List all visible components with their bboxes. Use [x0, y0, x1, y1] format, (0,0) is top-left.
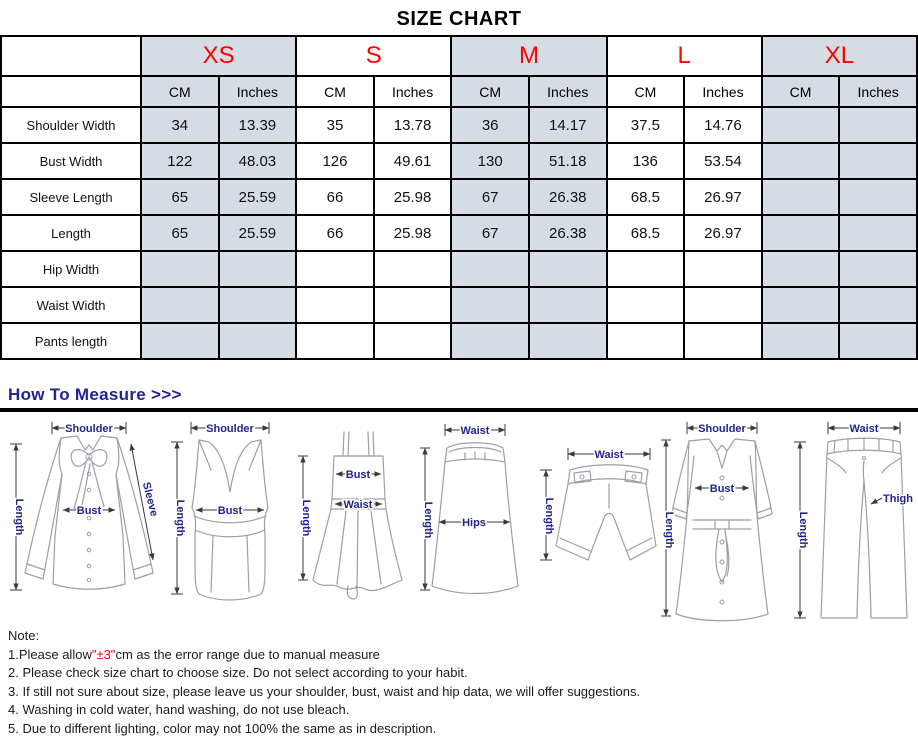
row-label: Pants length	[1, 323, 141, 359]
measurement-row	[1, 215, 917, 251]
row-label: Waist Width	[1, 287, 141, 323]
skirt-length-label: Length	[422, 501, 434, 539]
value-cell: 26.97	[684, 179, 762, 215]
note-item-2: 2. Please check size chart to choose size. Do not select according to your habit.	[8, 665, 468, 680]
pants-waist-label: Waist	[849, 423, 879, 435]
value-cell	[296, 287, 374, 323]
value-cell	[839, 251, 917, 287]
value-cell: 25.98	[374, 215, 452, 251]
diagram-blouse	[4, 414, 164, 619]
unit-header-cm-s: CM	[296, 76, 374, 107]
value-cell	[839, 323, 917, 359]
value-cell	[684, 251, 762, 287]
value-cell	[762, 143, 840, 179]
unit-header-inches-xl: Inches	[839, 76, 917, 107]
value-cell: 126	[296, 143, 374, 179]
value-cell	[141, 287, 219, 323]
value-cell: 136	[607, 143, 685, 179]
value-cell: 48.03	[219, 143, 297, 179]
diagram-skirt	[419, 414, 529, 619]
value-cell	[839, 107, 917, 143]
unit-header-cm-l: CM	[607, 76, 685, 107]
measurement-row	[1, 323, 917, 359]
value-cell	[141, 323, 219, 359]
value-cell	[607, 323, 685, 359]
value-cell: 53.54	[684, 143, 762, 179]
tank-length-label: Length	[174, 499, 186, 537]
measurement-row	[1, 251, 917, 287]
blouse-shoulder-label: Shoulder	[65, 423, 113, 435]
unit-header-inches-l: Inches	[684, 76, 762, 107]
value-cell	[607, 287, 685, 323]
note-item-3: 3. If still not sure about size, please leave us your shoulder, bust, waist and hip data, we will offer suggestions.	[8, 683, 641, 699]
row-label: Shoulder Width	[1, 107, 141, 143]
value-cell: 49.61	[374, 143, 452, 179]
pants-length-label: Length	[797, 511, 809, 549]
unit-header-cm-m: CM	[451, 76, 529, 107]
value-cell	[839, 215, 917, 251]
pants-thigh-label: Thigh	[883, 493, 913, 505]
value-cell: 130	[451, 143, 529, 179]
value-cell	[529, 323, 607, 359]
page-title: SIZE CHART	[396, 8, 522, 30]
value-cell	[219, 323, 297, 359]
value-cell	[296, 251, 374, 287]
value-cell	[451, 323, 529, 359]
note-1-suffix: cm as the error range due to manual measure	[115, 646, 380, 662]
value-cell: 14.76	[684, 107, 762, 143]
size-col-header-s: S	[296, 36, 451, 76]
value-cell	[762, 215, 840, 251]
coat-shoulder-label: Shoulder	[698, 423, 746, 435]
value-cell: 26.38	[529, 179, 607, 215]
value-cell: 14.17	[529, 107, 607, 143]
row-label: Sleeve Length	[1, 179, 141, 215]
how-to-measure-heading: How To Measure >>>	[8, 385, 182, 404]
value-cell: 51.18	[529, 143, 607, 179]
value-cell	[839, 143, 917, 179]
unit-header-inches-xs: Inches	[219, 76, 297, 107]
value-cell	[219, 287, 297, 323]
value-cell	[374, 251, 452, 287]
dress-waist-label: Waist	[343, 499, 373, 511]
notes-heading: Note:	[8, 628, 40, 643]
value-cell	[762, 323, 840, 359]
value-cell	[141, 251, 219, 287]
value-cell: 65	[141, 215, 219, 251]
value-cell	[839, 287, 917, 323]
value-cell	[684, 323, 762, 359]
value-cell	[762, 251, 840, 287]
blouse-sleeve-label: Sleeve	[139, 480, 160, 518]
value-cell	[374, 323, 452, 359]
unit-header-cm-xs: CM	[141, 76, 219, 107]
tank-bust-label: Bust	[217, 505, 243, 517]
value-cell: 122	[141, 143, 219, 179]
value-cell	[374, 287, 452, 323]
size-table-header	[1, 36, 917, 107]
value-cell: 37.5	[607, 107, 685, 143]
units-row-blank-cell	[1, 76, 141, 107]
value-cell: 68.5	[607, 215, 685, 251]
value-cell	[607, 251, 685, 287]
skirt-waist-label: Waist	[460, 425, 490, 437]
unit-header-cm-xl: CM	[762, 76, 840, 107]
value-cell: 65	[141, 179, 219, 215]
size-table-body	[1, 107, 917, 359]
notes-section	[8, 627, 918, 738]
coat-length-label: Length	[663, 511, 675, 549]
value-cell	[762, 287, 840, 323]
size-chart-page	[0, 8, 918, 756]
value-cell	[296, 323, 374, 359]
diagram-pants	[782, 414, 914, 624]
blouse-bust-label: Bust	[76, 505, 102, 517]
size-col-header-m: M	[451, 36, 606, 76]
measurement-row	[1, 179, 917, 215]
value-cell: 26.97	[684, 215, 762, 251]
value-cell: 25.59	[219, 215, 297, 251]
diagram-coat	[659, 414, 781, 624]
value-cell	[219, 251, 297, 287]
value-cell: 26.38	[529, 215, 607, 251]
unit-header-inches-m: Inches	[529, 76, 607, 107]
value-cell: 68.5	[607, 179, 685, 215]
row-label: Hip Width	[1, 251, 141, 287]
size-col-header-l: L	[607, 36, 762, 76]
value-cell: 25.98	[374, 179, 452, 215]
size-col-header-xs: XS	[141, 36, 296, 76]
diagram-tank-top	[165, 414, 295, 619]
size-table	[0, 35, 918, 360]
note-item-1	[8, 646, 918, 665]
row-label: Length	[1, 215, 141, 251]
blouse-length-label: Length	[13, 498, 25, 536]
row-label: Bust Width	[1, 143, 141, 179]
measurement-row	[1, 107, 917, 143]
value-cell	[451, 251, 529, 287]
value-cell	[762, 107, 840, 143]
diagram-shorts	[530, 414, 658, 619]
value-cell: 35	[296, 107, 374, 143]
value-cell	[451, 287, 529, 323]
diagram-dress	[296, 414, 418, 619]
value-cell	[684, 287, 762, 323]
shorts-waist-label: Waist	[594, 449, 624, 461]
value-cell	[529, 287, 607, 323]
value-cell: 34	[141, 107, 219, 143]
value-cell: 66	[296, 179, 374, 215]
table-corner-cell	[1, 36, 141, 76]
value-cell: 13.78	[374, 107, 452, 143]
note-item-5: 5. Due to different lighting, color may not 100% the same as in description.	[8, 720, 437, 736]
value-cell: 36	[451, 107, 529, 143]
dress-length-label: Length	[300, 499, 312, 537]
value-cell	[762, 179, 840, 215]
dress-bust-label: Bust	[345, 469, 371, 481]
value-cell: 25.59	[219, 179, 297, 215]
tank-shoulder-label: Shoulder	[206, 423, 254, 435]
value-cell: 66	[296, 215, 374, 251]
skirt-hips-label: Hips	[462, 517, 486, 529]
value-cell: 67	[451, 215, 529, 251]
value-cell: 67	[451, 179, 529, 215]
size-col-header-xl: XL	[762, 36, 917, 76]
note-item-4: 4. Washing in cold water, hand washing, do not use bleach.	[8, 702, 350, 717]
value-cell	[839, 179, 917, 215]
value-cell: 13.39	[219, 107, 297, 143]
measurement-row	[1, 287, 917, 323]
shorts-length-label: Length	[543, 497, 555, 535]
note-1-prefix: 1.Please allow	[8, 646, 92, 662]
value-cell	[529, 251, 607, 287]
coat-bust-label: Bust	[709, 483, 735, 495]
note-1-tolerance: "±3"	[91, 646, 116, 662]
measure-diagrams	[0, 412, 918, 619]
measurement-row	[1, 143, 917, 179]
unit-header-inches-s: Inches	[374, 76, 452, 107]
